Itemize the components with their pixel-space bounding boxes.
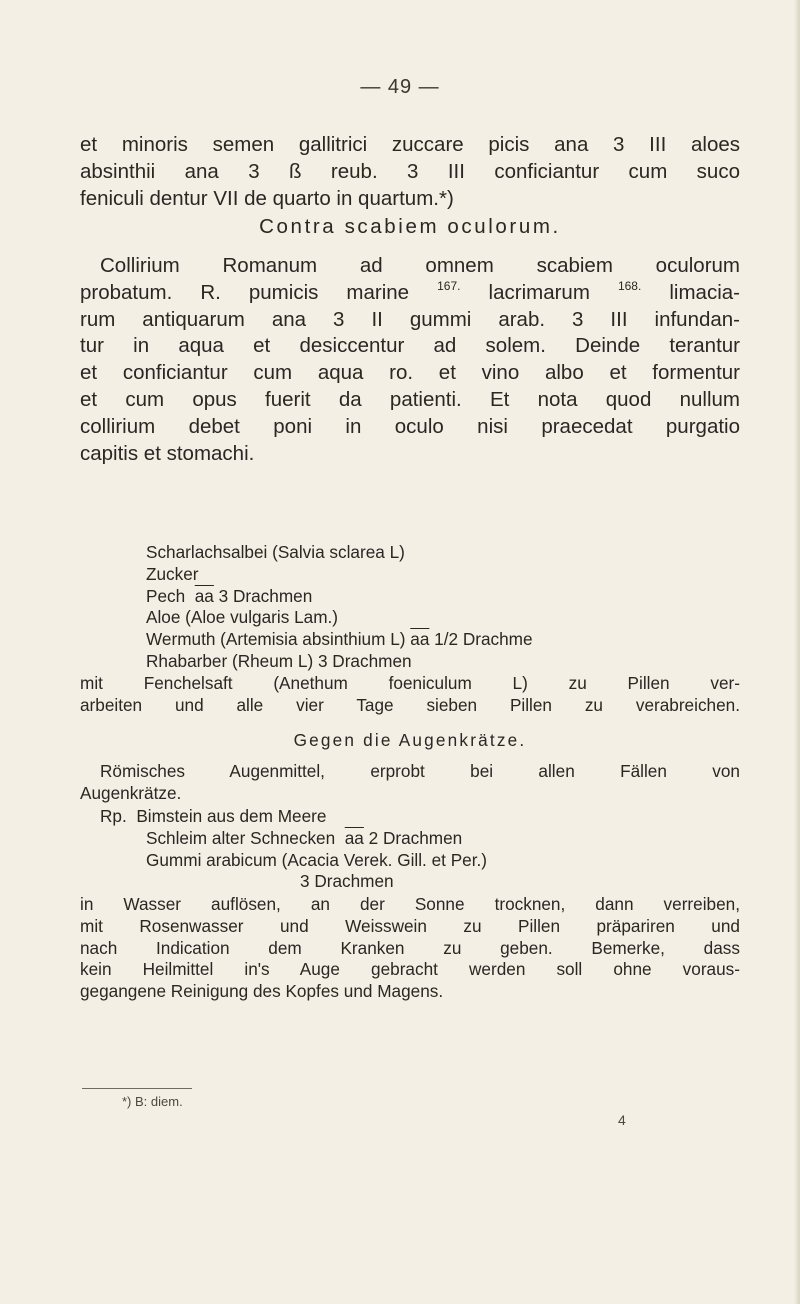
recipe-line [80,586,740,608]
german-line: Römisches Augenmittel, erprobt bei allen Fällen von [100,761,740,781]
latin-collirium [80,253,740,467]
footnote: *) B: diem. [122,1094,183,1109]
latin-text-span: probatum. R. pumicis marine [80,280,410,304]
german-recipe-1 [80,542,740,716]
german-recipe-2 [80,806,740,893]
signature-mark: 4 [618,1112,626,1128]
dose: 3 Drachmen [218,585,313,606]
german-line: mit Fenchelsaft (Anethum foeniculum L) zu Pillen ver- [80,672,740,693]
recipe-line: Aloe (Aloe vulgaris Lam.) [146,607,339,628]
latin-line-footnotes [80,280,740,307]
german-final [80,894,740,1003]
recipe-line: Zucker [146,563,199,584]
page-number: — 49 — [360,76,440,98]
german-line: Augenkrätze. [80,782,182,803]
rp-label: Rp. [100,806,127,826]
german-line: nach Indication dem Kranken zu geben. Bemerke, dass [80,937,740,958]
latin-line: collirium debet poni in oculo nisi praecedat purgatio [80,414,740,438]
dose: 2 Drachmen [368,827,463,848]
recipe-text: Pech [146,585,186,606]
latin-line: tur in aqua et desiccentur ad solem. Deinde terantur [80,334,740,358]
latin-text-span: limacia- [669,280,740,304]
footnote-ref-167: 167. [437,278,461,293]
recipe-line: Gummi arabicum (Acacia Verek. Gill. et Per.) [146,849,487,870]
german-intro [80,761,740,805]
latin-line: et minoris semen gallitrici zuccare picis ana 3 III aloes [80,133,740,156]
latin-line: et conficiantur cum aqua ro. et vino albo et formentur [80,361,740,385]
latin-line: rum antiquarum ana 3 II gummi arab. 3 III infundan- [80,307,740,331]
latin-text-span: lacrimarum [488,280,590,304]
page-edge-shadow [794,0,800,1304]
latin-line: absinthii ana 3 ß reub. 3 III conficiantur cum suco [80,159,740,183]
german-line: mit Rosenwasser und Weisswein zu Pillen präpariren und [80,915,740,936]
latin-line: et cum opus fuerit da patienti. Et nota quod nullum [80,387,740,411]
german-line: kein Heilmittel in's Auge gebracht werden soll ohne voraus- [80,959,740,980]
recipe-line: 3 Drachmen [300,871,394,892]
recipe-line: Scharlachsalbei (Salvia sclarea L) [146,542,405,562]
german-heading-block [80,730,740,752]
recipe-line [80,828,740,850]
footnote-ref-168: 168. [617,278,642,293]
ana-sign: $\overline{aa}$ [410,629,430,650]
dose: 1/2 Drachme [434,629,533,650]
ana-sign: $\overline{aa}$ [194,585,214,606]
latin-heading: Contra scabiem oculorum. [259,215,561,238]
german-line: gegangene Reinigung des Kopfes und Magens. [80,981,444,1002]
recipe-text: Bimstein aus dem Meere [136,806,327,826]
ana-sign: $\overline{aa}$ [344,827,364,848]
german-line: in Wasser auflösen, an der Sonne trocknen, dann verreiben, [80,894,740,914]
latin-heading-block [80,214,740,241]
latin-text [80,132,740,212]
recipe-line [80,629,740,651]
latin-line: Collirium Romanum ad omnem scabiem oculorum [100,254,740,277]
recipe-line [80,806,740,828]
german-heading: Gegen die Augenkrätze. [293,730,527,750]
recipe-text: Wermuth (Artemisia absinthium L) [146,629,406,650]
recipe-text: Schleim alter Schnecken [146,827,336,848]
recipe-line: Rhabarber (Rheum L) 3 Drachmen [146,650,412,671]
german-line: arbeiten und alle vier Tage sieben Pillen zu verabreichen. [80,694,740,715]
latin-line: feniculi dentur VII de quarto in quartum.*) [80,186,454,210]
footnote-rule [82,1088,192,1089]
latin-line: capitis et stomachi. [80,441,255,465]
